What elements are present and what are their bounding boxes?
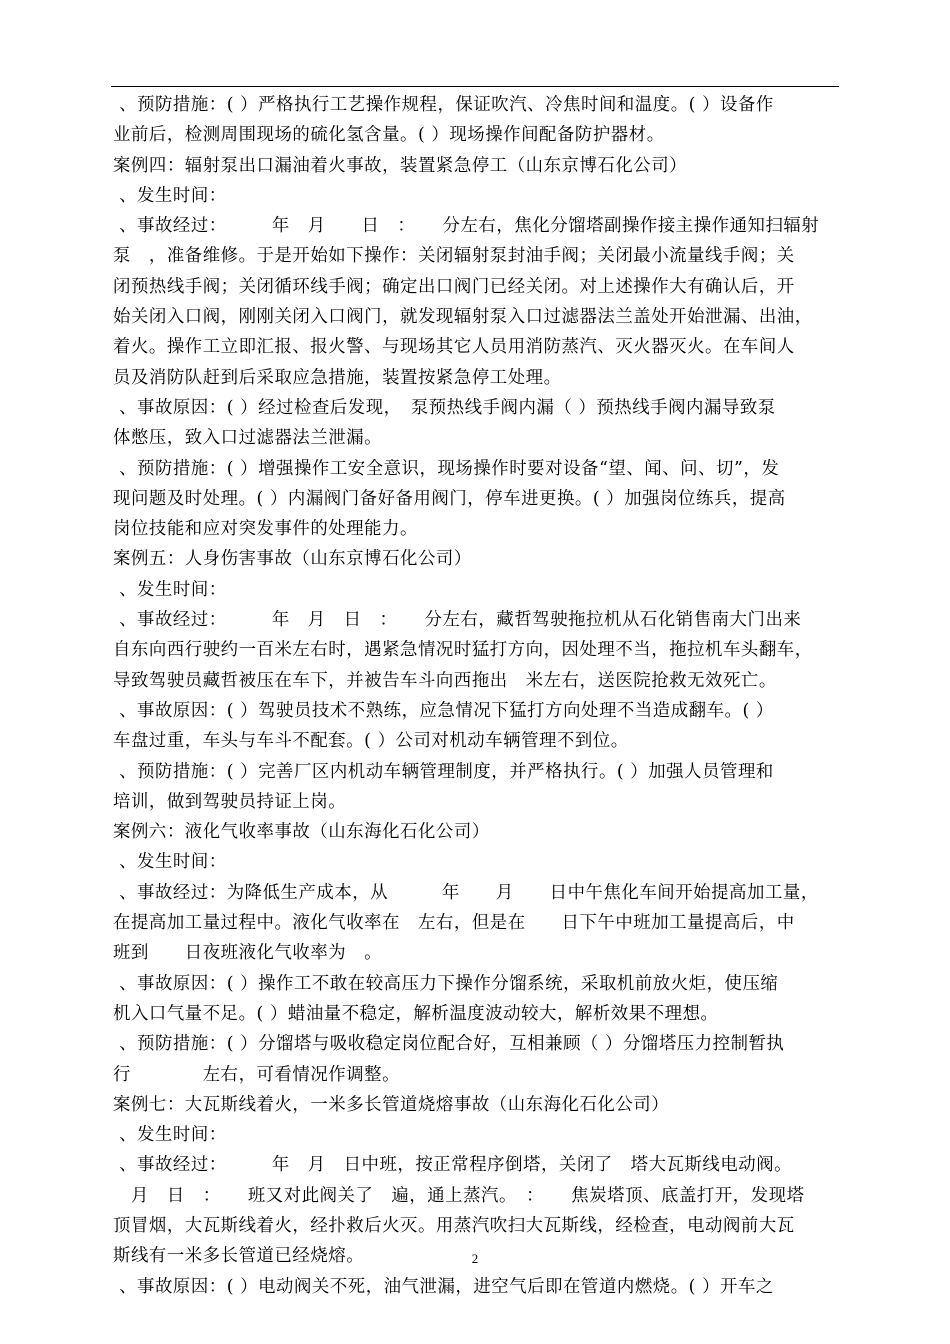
text-line: 、预防措施：( ）严格执行工艺操作规程，保证吹汽、冷焦时间和温度。( ）设备作 xyxy=(113,95,774,115)
text-line: 、事故原因：( ）驾驶员技术不熟练，应急情况下猛打方向处理不当造成翻车。( ） xyxy=(113,700,774,721)
text-line: 在提高加工量过程中。液化气收率在 左右，但是在 日下午中班加工量提高后，中 xyxy=(113,913,795,934)
text-line: 始关闭入口阀，刚刚关闭入口阀门，就发现辐射泵入口过滤器法兰盖处开始泄漏、出油， xyxy=(113,307,813,328)
case-heading: 案例七：大瓦斯线着火，一米多长管道烧熔事故（山东海化石化公司） xyxy=(113,1094,670,1115)
text-line: 岗位技能和应对突发事件的处理能力。 xyxy=(113,519,418,540)
case-heading: 案例四：辐射泵出口漏油着火事故，装置紧急停工（山东京博石化公司） xyxy=(113,155,688,176)
text-line: 、事故经过： 年 月 日 ： 分左右，藏哲驾驶拖拉机从石化销售南大门出来 xyxy=(113,610,802,631)
text-line: 自东向西行驶约一百米左右时，遇紧急情况时猛打方向，因处理不当，拖拉机车头翻车， xyxy=(113,640,813,661)
text-line: 闭预热线手阀；关闭循环线手阀；确定出口阀门已经关闭。对上述操作大有确认后，开 xyxy=(113,276,795,297)
text-line: 班到 日夜班液化气收率为 。 xyxy=(113,943,383,964)
text-line: 、事故原因：( ）电动阀关不死，油气泄漏，进空气后即在管道内燃烧。( ）开车之 xyxy=(113,1276,774,1297)
text-line: 、事故经过： 年 月 日 ： 分左右，焦化分馏塔副操作接主操作通知扫辐射 xyxy=(113,216,820,237)
text-line: 、预防措施：( ）增强操作工安全意识，现场操作时要对设备“望、闻、问、切”，发 xyxy=(113,458,780,479)
case-heading: 案例五：人身伤害事故（山东京博石化公司） xyxy=(113,549,472,570)
text-line: 、发生时间： xyxy=(113,185,227,206)
text-line: 、预防措施：( ）完善厂区内机动车辆管理制度，并严格执行。( ）加强人员管理和 xyxy=(113,761,774,782)
document-body xyxy=(113,90,840,1302)
header-rule xyxy=(111,86,839,87)
text-line: 车盘过重，车头与车斗不配套。( ）公司对机动车辆管理不到位。 xyxy=(113,731,629,752)
text-line: 行 左右，可看情况作调整。 xyxy=(113,1064,401,1085)
text-line: 顶冒烟，大瓦斯线着火，经扑救后火灭。用蒸汽吹扫大瓦斯线，经检查，电动阀前大瓦 xyxy=(113,1215,795,1236)
text-line: 、事故经过：为降低生产成本，从 年 月 日中午焦化车间开始提高加工量， xyxy=(113,882,819,903)
text-line: 机入口气量不足。( ）蜡油量不稳定，解析温度波动较大，解析效果不理想。 xyxy=(113,1003,719,1024)
text-line: 导致驾驶员藏哲被压在车下，并被告车斗向西拖出 米左右，送医院抢救无效死亡。 xyxy=(113,670,777,691)
text-line: 体憋压，致入口过滤器法兰泄漏。 xyxy=(113,428,383,449)
case-heading: 案例六：液化气收率事故（山东海化石化公司） xyxy=(113,822,490,843)
text-line: 月 日 ： 班又对此阀关了 遍，通上蒸汽。 ： 焦炭塔顶、底盖打开，发现塔 xyxy=(113,1185,805,1206)
text-line: 现问题及时处理。( ）内漏阀门备好备用阀门，停车进更换。( ）加强岗位练兵，提高 xyxy=(113,488,786,509)
text-line: 、预防措施：( ）分馏塔与吸收稳定岗位配合好，互相兼顾（ ）分馏塔压力控制暂执 xyxy=(113,1034,785,1055)
text-line: 业前后，检测周围现场的硫化氢含量。( ）现场操作间配备防护器材。 xyxy=(113,125,665,146)
text-line: 、发生时间： xyxy=(113,1125,227,1146)
text-line: 、事故原因：( ）操作工不敢在较高压力下操作分馏系统，采取机前放火炬，使压缩 xyxy=(113,973,779,994)
text-line: 、事故经过： 年 月 日中班，按正常程序倒塔，关闭了 塔大瓦斯线电动阀。 xyxy=(113,1155,793,1176)
text-line: 员及消防队赶到后采取应急措施，装置按紧急停工处理。 xyxy=(113,367,562,388)
page-number: 2 xyxy=(471,1251,479,1266)
text-line: 着火。操作工立即汇报、报火警、与现场其它人员用消防蒸汽、灭火器灭火。在车间人 xyxy=(113,337,795,358)
text-line: 、事故原因：( ）经过检查后发现， 泵预热线手阀内漏（ ）预热线手阀内漏导致泵 xyxy=(113,397,776,418)
text-line: 培训，做到驾驶员持证上岗。 xyxy=(113,791,347,812)
text-line: 、发生时间： xyxy=(113,579,227,600)
text-line: 、发生时间： xyxy=(113,852,227,873)
text-line: 斯线有一米多长管道已经烧熔。 xyxy=(113,1246,365,1267)
text-line: 泵 ，准备维修。于是开始如下操作：关闭辐射泵封油手阀；关闭最小流量线手阀；关 xyxy=(113,246,795,267)
